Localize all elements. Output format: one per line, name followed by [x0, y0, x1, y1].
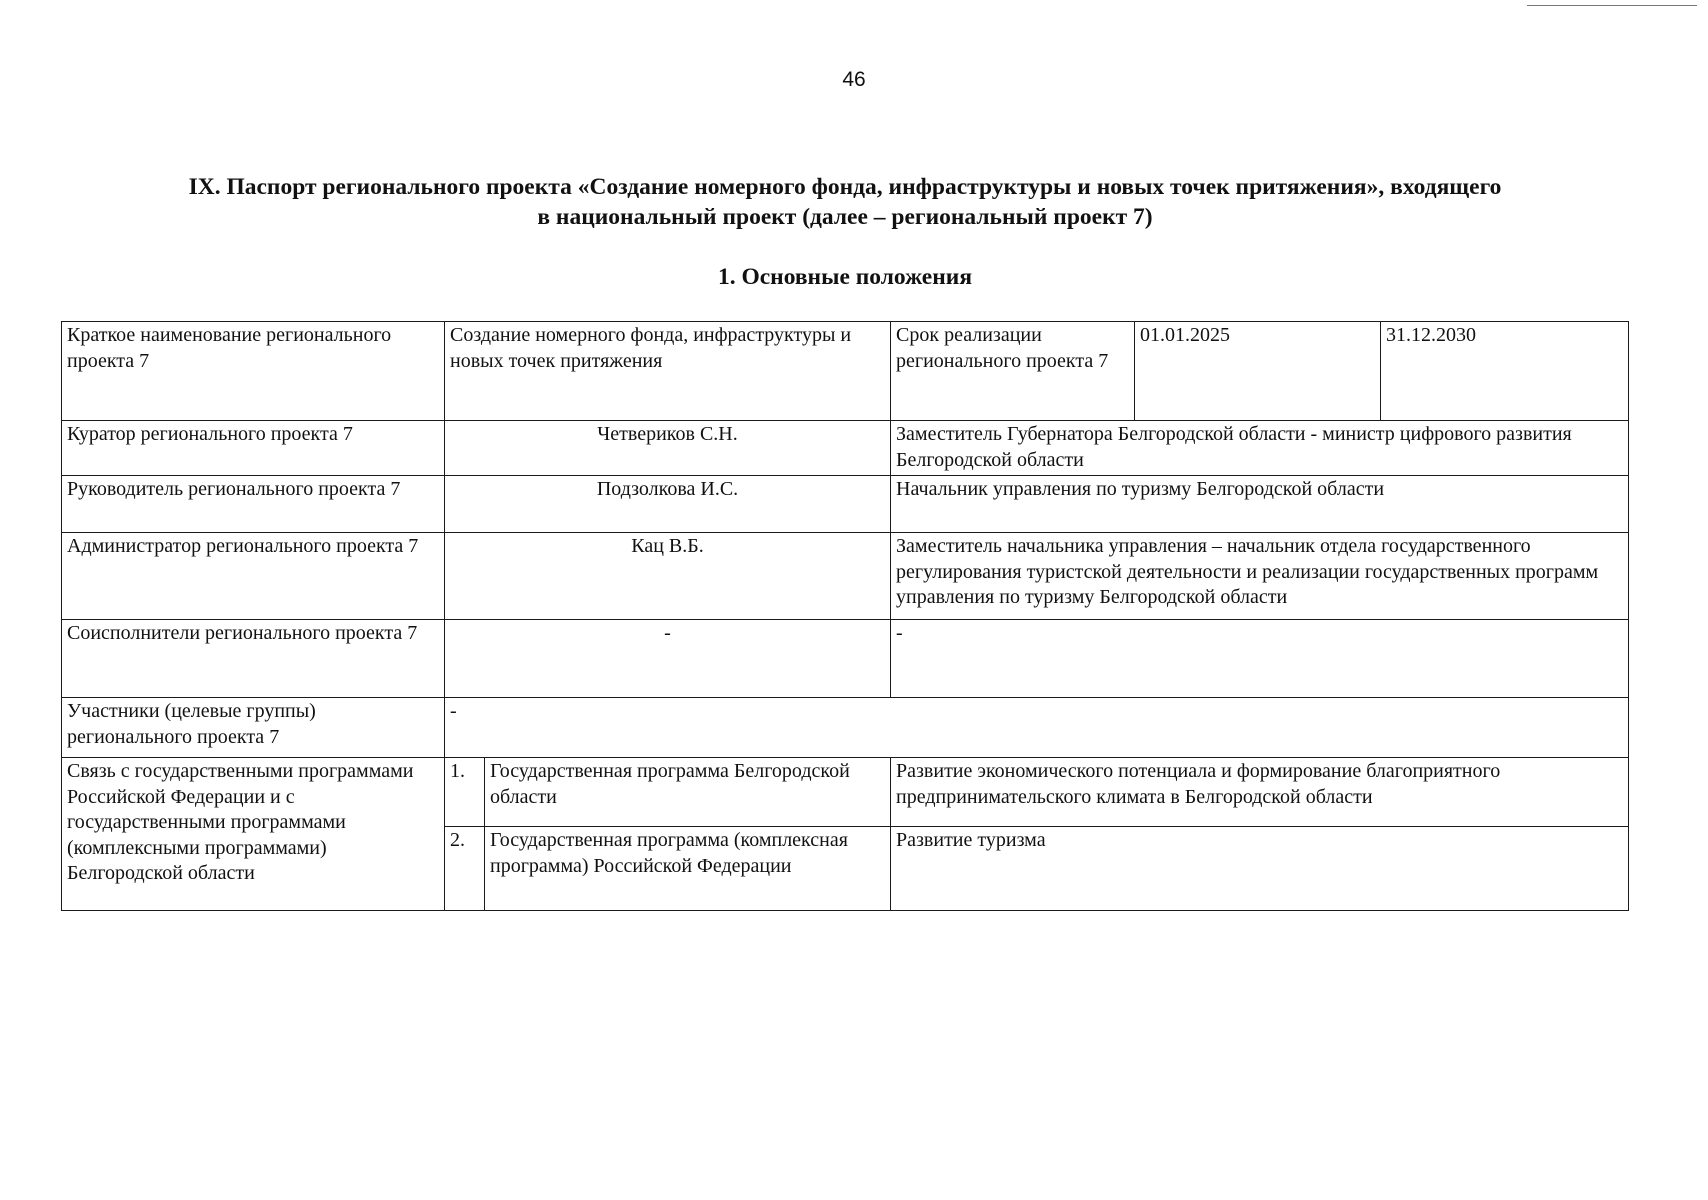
table-row-co-executors — [62, 620, 1629, 698]
table-row-curator — [62, 421, 1629, 476]
table-row-short-name — [62, 322, 1629, 421]
program-1-name: Развитие экономического потенциала и формирование благоприятного предпринимательского климата в Белгородской области — [891, 758, 1629, 827]
curator-position: Заместитель Губернатора Белгородской области - министр цифрового развития Белгородской области — [891, 421, 1629, 476]
participants-label: Участники (целевые группы) регионального проекта 7 — [62, 698, 445, 758]
table-row-administrator — [62, 533, 1629, 620]
programs-label: Связь с государственными программами Российской Федерации и с государственными программами (комплексными программами) Белгородской области — [62, 758, 445, 911]
short-name-label: Краткое наименование регионального проекта 7 — [62, 322, 445, 421]
administrator-label: Администратор регионального проекта 7 — [62, 533, 445, 620]
program-2-number: 2. — [445, 827, 485, 911]
table-row-program-1 — [62, 758, 1629, 827]
short-name-value: Создание номерного фонда, инфраструктуры и новых точек притяжения — [445, 322, 891, 421]
program-1-number: 1. — [445, 758, 485, 827]
document-title-line-2: в национальный проект (далее – региональный проект 7) — [537, 204, 1153, 230]
co-executors-label: Соисполнители регионального проекта 7 — [62, 620, 445, 698]
program-1-type: Государственная программа Белгородской области — [485, 758, 891, 827]
start-date: 01.01.2025 — [1135, 322, 1381, 421]
administrator-position: Заместитель начальника управления – начальник отдела государственного регулирования туристской деятельности и реализации государственных программ управления по туризму Белгородской области — [891, 533, 1629, 620]
program-2-name: Развитие туризма — [891, 827, 1629, 911]
end-date: 31.12.2030 — [1381, 322, 1629, 421]
participants-value: - — [445, 698, 1629, 758]
document-title-line-1: IX. Паспорт регионального проекта «Создание номерного фонда, инфраструктуры и новых точек притяжения», входящего — [188, 174, 1502, 200]
curator-name: Четвериков С.Н. — [445, 421, 891, 476]
table-row-participants — [62, 698, 1629, 758]
section-title: 1. Основные положения — [717, 264, 973, 290]
head-position: Начальник управления по туризму Белгородской области — [891, 476, 1629, 533]
head-name: Подзолкова И.С. — [445, 476, 891, 533]
program-2-type: Государственная программа (комплексная программа) Российской Федерации — [485, 827, 891, 911]
co-executors-position: - — [891, 620, 1629, 698]
curator-label: Куратор регионального проекта 7 — [62, 421, 445, 476]
corner-scan-line — [1527, 5, 1697, 6]
document-title — [60, 172, 1630, 232]
administrator-name: Кац В.Б. — [445, 533, 891, 620]
term-label: Срок реализации регионального проекта 7 — [891, 322, 1135, 421]
co-executors-name: - — [445, 620, 891, 698]
project-passport-table — [61, 321, 1629, 911]
table-row-head — [62, 476, 1629, 533]
head-label: Руководитель регионального проекта 7 — [62, 476, 445, 533]
page-number: 46 — [842, 68, 866, 91]
